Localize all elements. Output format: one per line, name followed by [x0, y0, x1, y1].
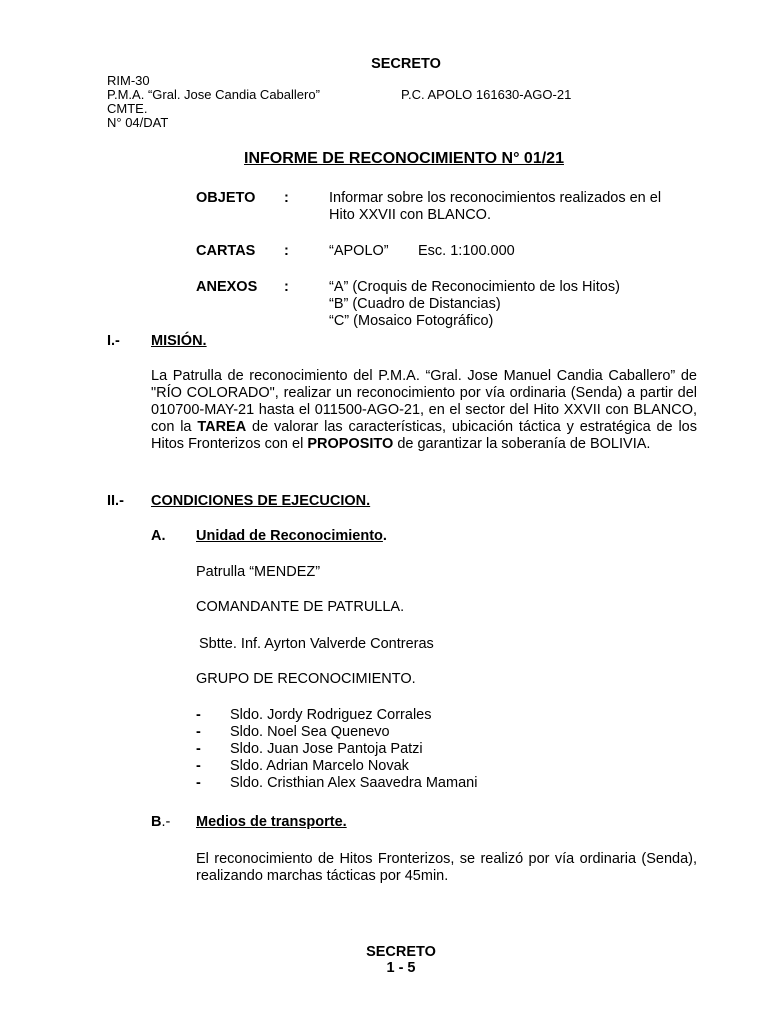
post-label: P.M.A. “Gral. Jose Candia Caballero”: [107, 87, 320, 102]
list-item: [196, 724, 477, 741]
list-item: [196, 741, 477, 758]
cartas-scale: Esc. 1:100.000: [418, 243, 515, 259]
cartas-value: “APOLO”: [329, 243, 389, 259]
page-title: INFORME DE RECONOCIMIENTO N° 01/21: [244, 150, 564, 167]
mision-text-1: La Patrulla de reconocimiento del P.M.A. “Gral. Jose Manuel Candia Caballero” de "RÍO COLORADO", realizar un reconocimiento por vía ordinaria (Senda) a partir del 010700-MAY-21 hasta el 011500-AGO-21, en el sector del Hito XXVII con BLANCO, con la: [151, 368, 697, 435]
patrol-name: Patrulla “MENDEZ”: [196, 564, 321, 580]
subsection-a-heading-dot: .: [382, 528, 387, 544]
document-number: N° 04/DAT: [107, 115, 169, 130]
subsection-b-letter: [151, 814, 170, 831]
member-name: Sldo. Noel Sea Quenevo: [230, 724, 390, 740]
list-bullet: -: [196, 758, 201, 774]
section2-number: II.-: [107, 493, 124, 509]
subsection-b-heading: Medios de transporte.: [196, 814, 347, 830]
classification-bottom: SECRETO: [366, 944, 436, 960]
list-bullet: -: [196, 775, 201, 791]
objeto-value: [329, 190, 661, 224]
member-name: Sldo. Adrian Marcelo Novak: [230, 758, 409, 774]
objeto-value-line1: Informar sobre los reconocimientos realizados en el: [329, 190, 662, 206]
unit-label: RIM-30: [107, 73, 150, 88]
objeto-value-line2: Hito XXVII con BLANCO.: [329, 207, 491, 223]
classification-top: SECRETO: [371, 56, 441, 72]
subsection-a-heading-text: Unidad de Reconocimiento: [196, 528, 383, 544]
subsection-a-heading: [196, 528, 387, 545]
cartas-label: CARTAS: [196, 243, 256, 259]
section1-number: I.-: [107, 333, 120, 349]
commander-heading: COMANDANTE DE PATRULLA.: [196, 599, 405, 615]
anexos-colon: :: [284, 279, 289, 295]
cmte-label: CMTE.: [107, 101, 148, 116]
mision-tarea: TAREA: [197, 419, 247, 435]
section2-heading: CONDICIONES DE EJECUCION.: [151, 493, 371, 509]
list-item: [196, 758, 477, 775]
subsection-a-letter: A.: [151, 528, 166, 544]
list-bullet: -: [196, 707, 201, 723]
objeto-colon: :: [284, 190, 289, 206]
mision-proposito: PROPOSITO: [307, 436, 394, 452]
anexos-label: ANEXOS: [196, 279, 258, 295]
list-bullet: -: [196, 741, 201, 757]
member-name: Sldo. Juan Jose Pantoja Patzi: [230, 741, 423, 757]
list-bullet: -: [196, 724, 201, 740]
commander-name: Sbtte. Inf. Ayrton Valverde Contreras: [199, 636, 434, 652]
objeto-label: OBJETO: [196, 190, 256, 206]
member-name: Sldo. Jordy Rodriguez Corrales: [230, 707, 432, 723]
anexo-b: “B” (Cuadro de Distancias): [329, 296, 501, 312]
member-name: Sldo. Cristhian Alex Saavedra Mamani: [230, 775, 478, 791]
list-item: [196, 775, 477, 792]
subsection-b-letter-char: B: [151, 814, 162, 830]
mision-text-3: de garantizar la soberanía de BOLIVIA.: [393, 436, 651, 452]
list-item: [196, 707, 477, 724]
subsection-b-letter-suffix: .-: [161, 814, 171, 830]
group-heading: GRUPO DE RECONOCIMIENTO.: [196, 671, 416, 687]
anexos-list: [329, 279, 620, 330]
cartas-colon: :: [284, 243, 289, 259]
anexo-c: “C” (Mosaico Fotográfico): [329, 313, 494, 329]
group-members-list: [196, 707, 477, 792]
anexo-a: “A” (Croquis de Reconocimiento de los Hitos): [329, 279, 620, 295]
mision-text-2: de valorar las características, ubicación táctica y estratégica de los Hitos Fronterizos con el: [151, 419, 697, 452]
location-dtg: P.C. APOLO 161630-AGO-21: [401, 87, 572, 102]
section1-heading: MISIÓN.: [151, 333, 207, 349]
subsection-b-paragraph: El reconocimiento de Hitos Fronterizos, se realizó por vía ordinaria (Senda), realizando marchas tácticas por 45min.: [196, 851, 697, 884]
page-number: 1 - 5: [386, 960, 416, 976]
section1-paragraph: [151, 368, 697, 453]
